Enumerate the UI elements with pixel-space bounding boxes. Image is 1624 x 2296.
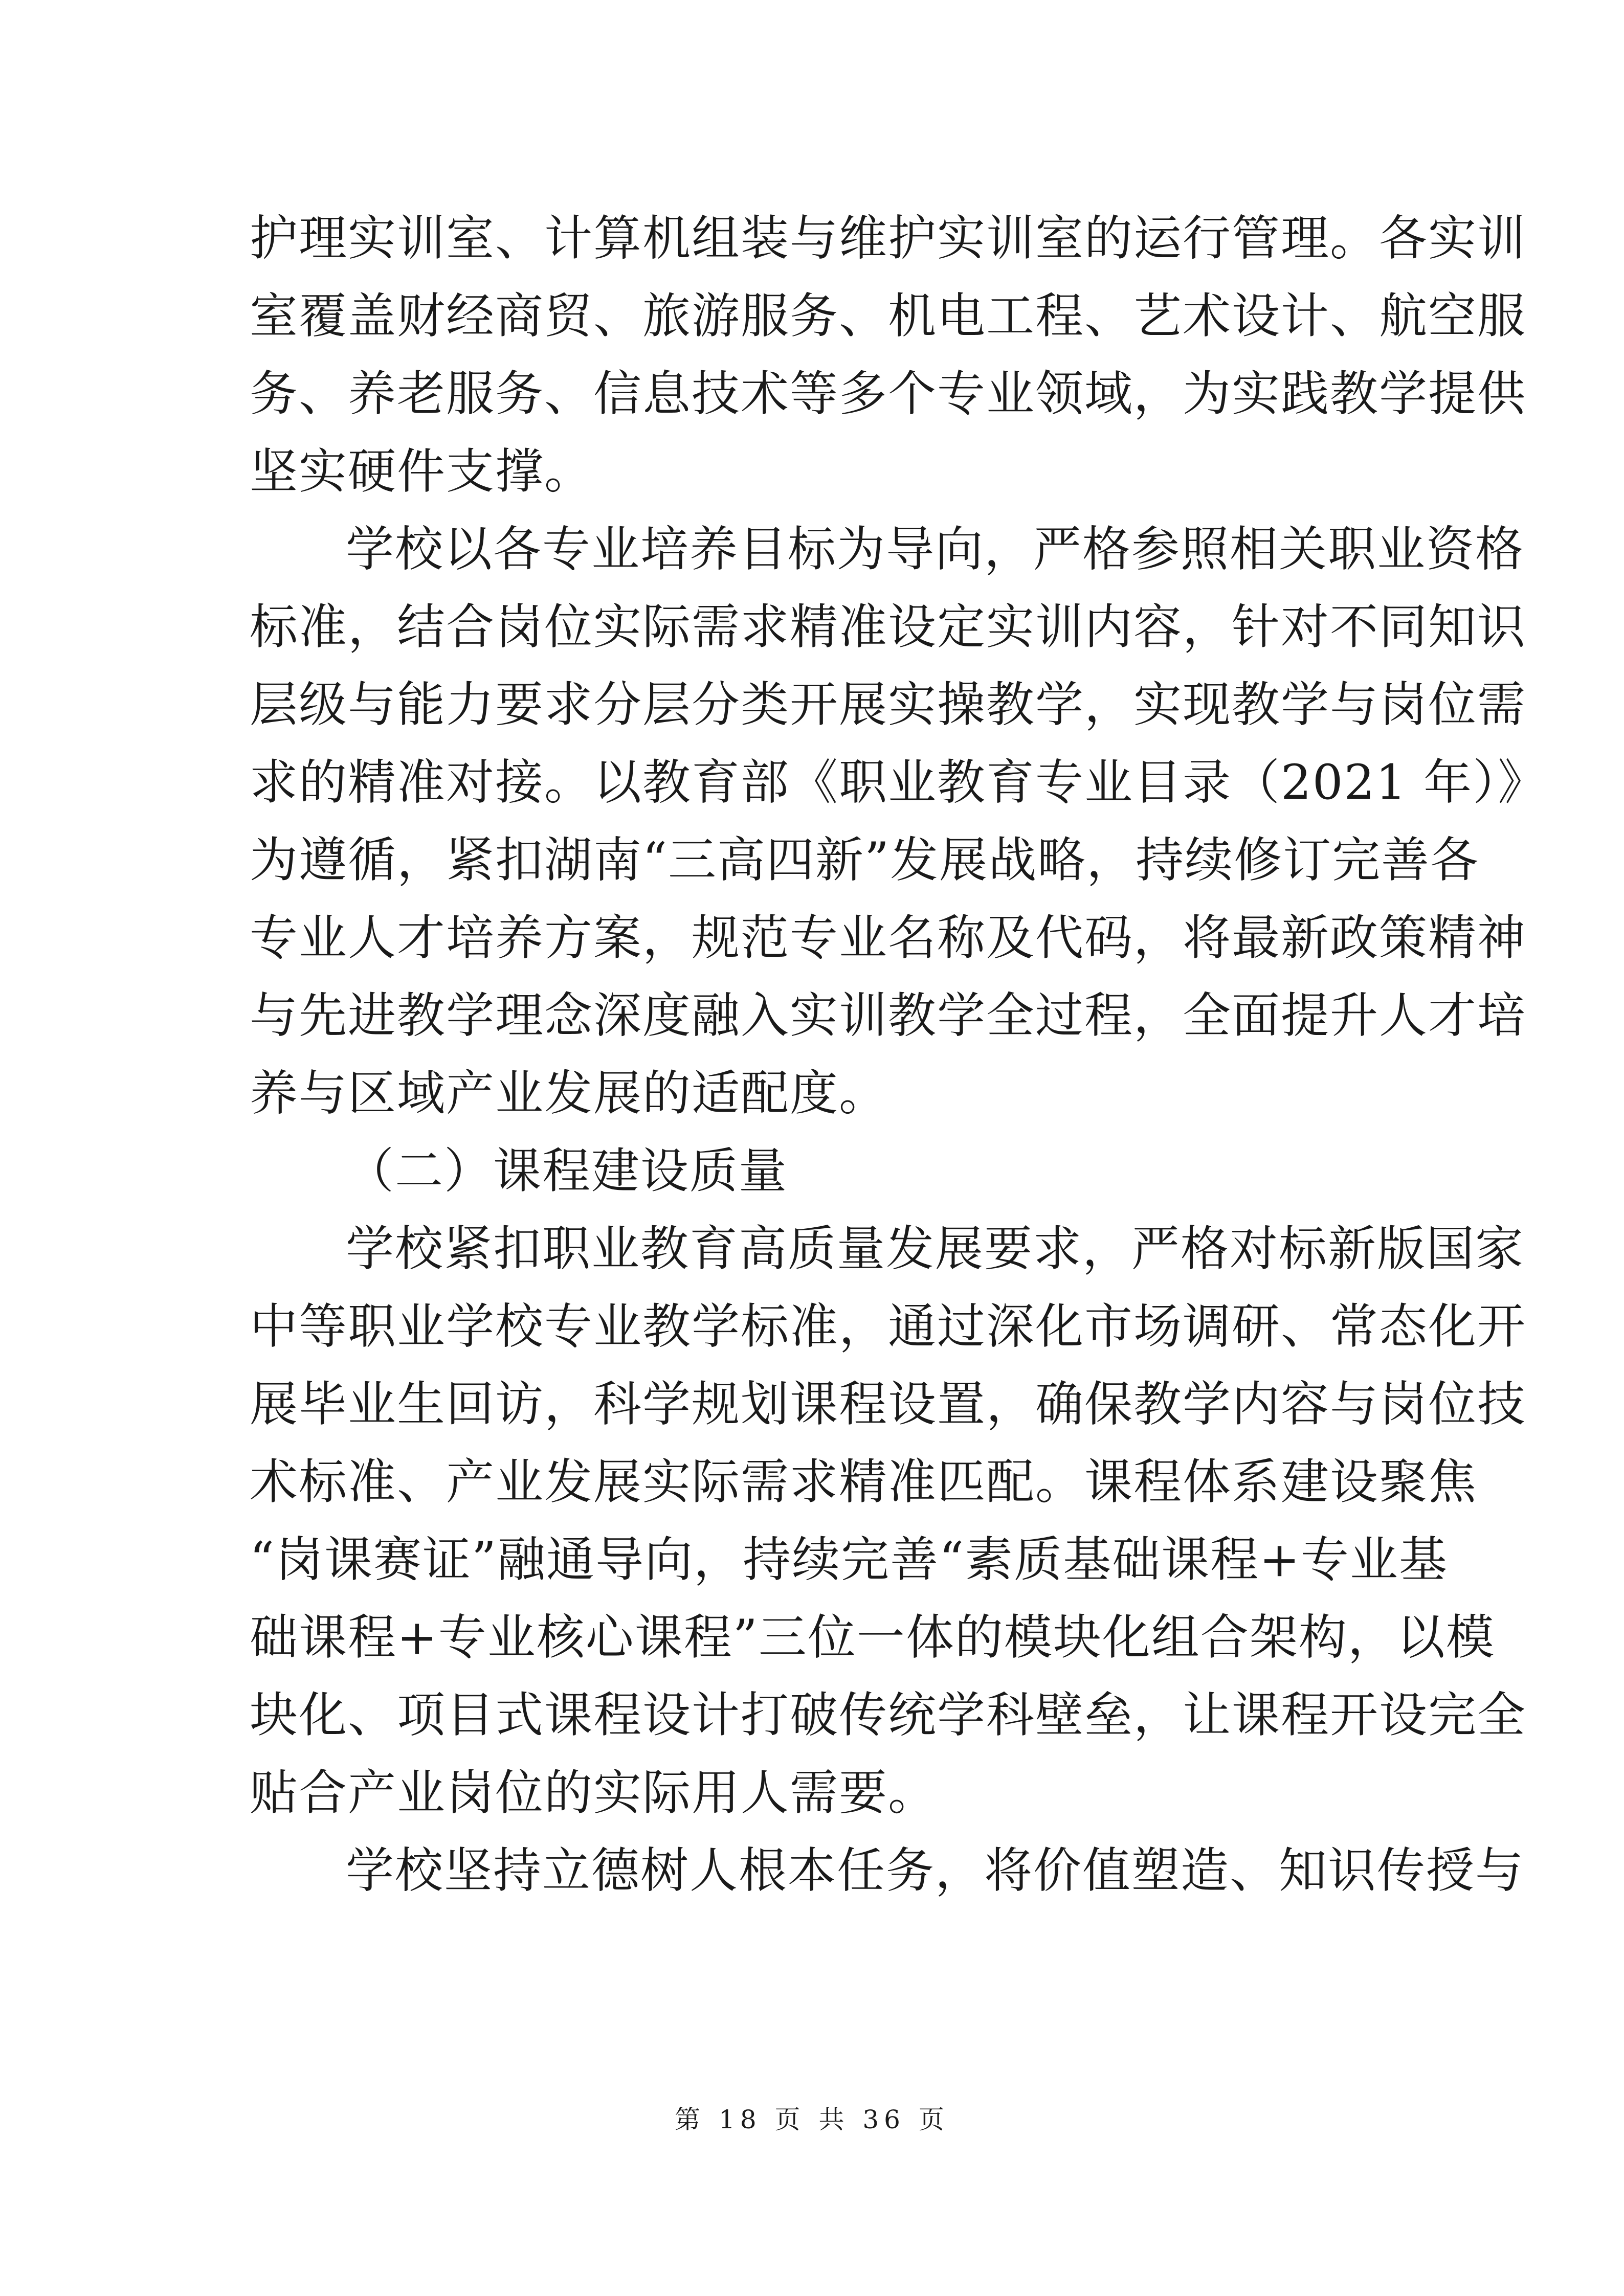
paragraph-line: 中等职业学校专业教学标准，通过深化市场调研、常态化开 xyxy=(250,1299,1527,1355)
paragraph-line: 求的精准对接。以教育部《职业教育专业目录（2021 年）》 xyxy=(250,755,1547,811)
paragraph-line: “岗课赛证”融通导向，持续完善“素质基础课程+专业基 xyxy=(250,1532,1448,1588)
page-number-footer: 第 18 页 共 36 页 xyxy=(675,2105,949,2134)
section-heading: （二）课程建设质量 xyxy=(346,1143,788,1199)
paragraph-line: 础课程+专业核心课程”三位一体的模块化组合架构，以模 xyxy=(250,1610,1495,1665)
paragraph-line: 层级与能力要求分层分类开展实操教学，实现教学与岗位需 xyxy=(250,677,1527,733)
paragraph-line: 贴合产业岗位的实际用人需要。 xyxy=(250,1765,938,1821)
paragraph-line: 学校紧扣职业教育高质量发展要求，严格对标新版国家 xyxy=(346,1221,1525,1277)
paragraph-line: 专业人才培养方案，规范专业名称及代码，将最新政策精神 xyxy=(250,910,1527,966)
paragraph-line: 室覆盖财经商贸、旅游服务、机电工程、艺术设计、航空服 xyxy=(250,288,1527,344)
paragraph-line: 坚实硬件支撑。 xyxy=(250,444,594,500)
paragraph-line: 块化、项目式课程设计打破传统学科壁垒，让课程开设完全 xyxy=(250,1687,1527,1743)
paragraph-line: 与先进教学理念深度融入实训教学全过程，全面提升人才培 xyxy=(250,988,1527,1044)
paragraph-line: 展毕业生回访，科学规划课程设置，确保教学内容与岗位技 xyxy=(250,1377,1527,1432)
paragraph-line: 养与区域产业发展的适配度。 xyxy=(250,1066,888,1121)
paragraph-line: 为遵循，紧扣湖南“三高四新”发展战略，持续修订完善各 xyxy=(250,832,1480,888)
paragraph-line: 术标准、产业发展实际需求精准匹配。课程体系建设聚焦 xyxy=(250,1454,1478,1510)
paragraph-line: 护理实训室、计算机组装与维护实训室的运行管理。各实训 xyxy=(250,211,1527,266)
paragraph-line: 学校坚持立德树人根本任务，将价值塑造、知识传授与 xyxy=(346,1843,1525,1899)
paragraph-line: 标准，结合岗位实际需求精准设定实训内容，针对不同知识 xyxy=(250,599,1527,655)
paragraph-line: 学校以各专业培养目标为导向，严格参照相关职业资格 xyxy=(346,522,1525,577)
paragraph-line: 务、养老服务、信息技术等多个专业领域，为实践教学提供 xyxy=(250,366,1527,422)
